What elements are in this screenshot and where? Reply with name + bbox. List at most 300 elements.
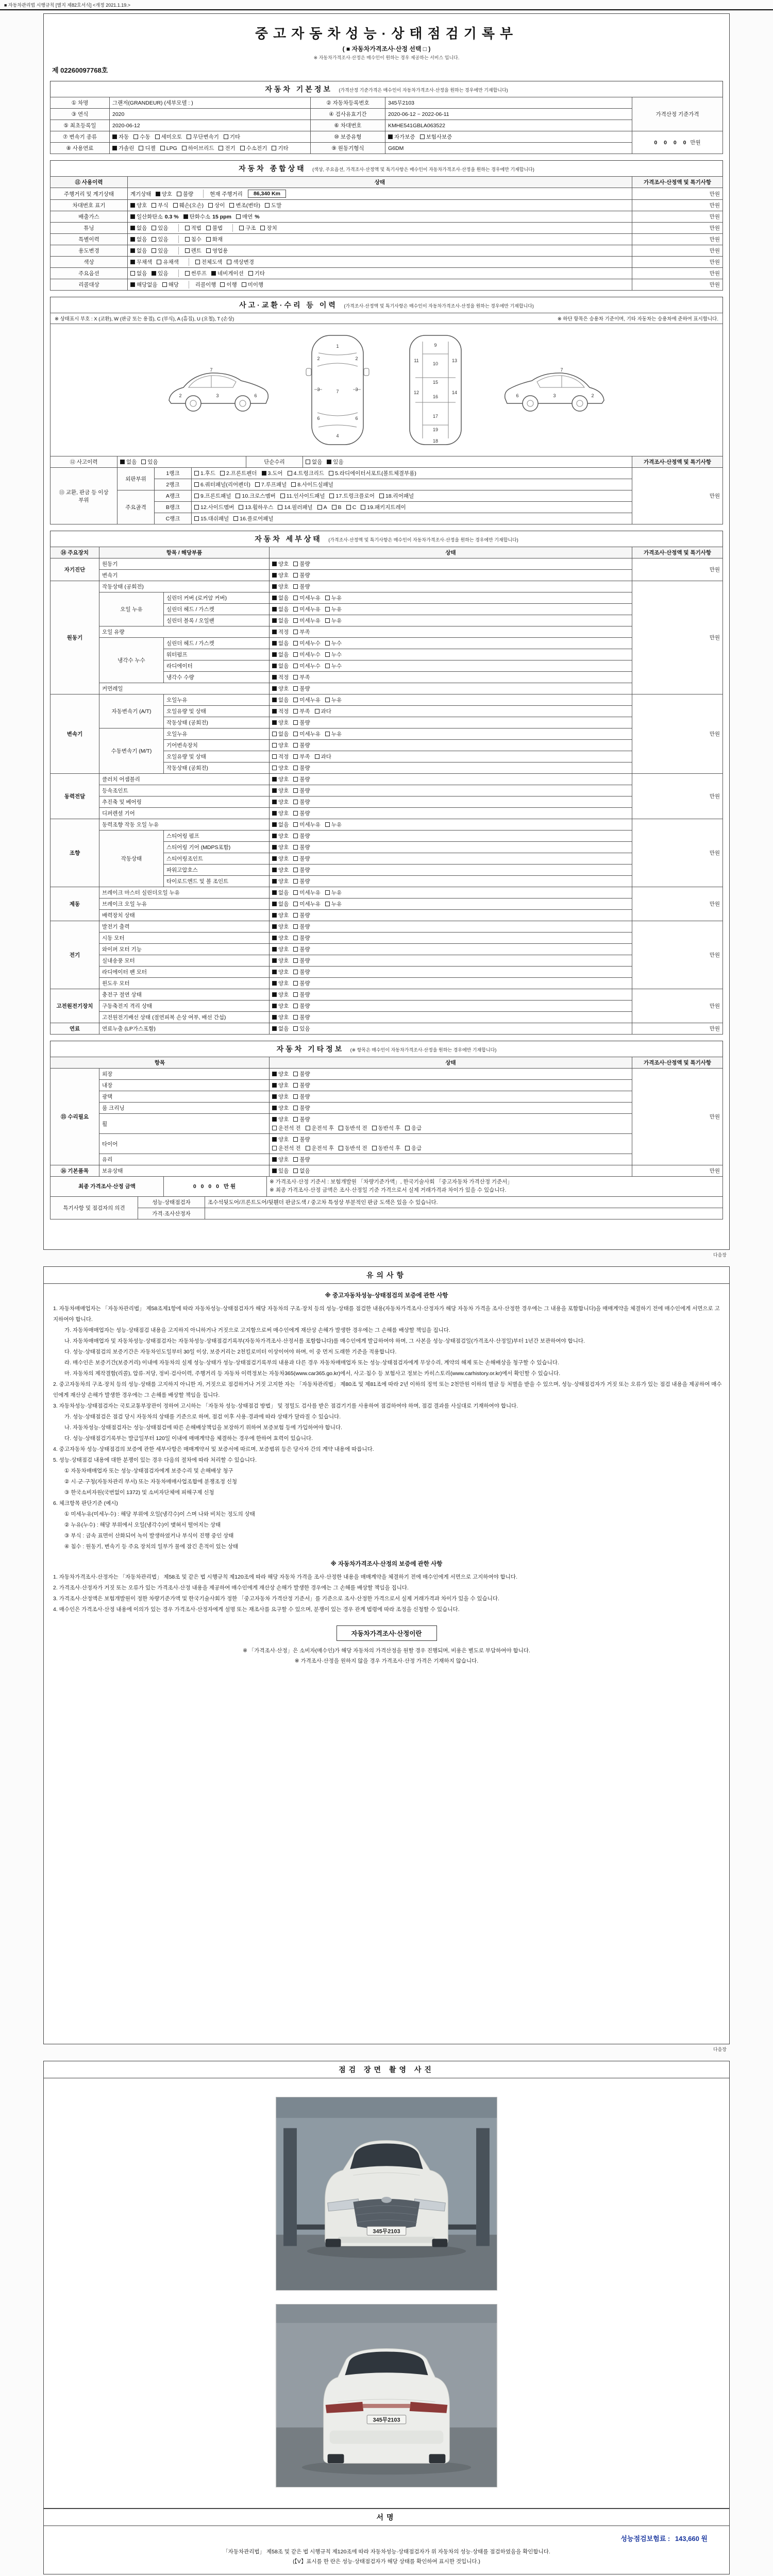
checkbox-checked-icon[interactable]	[272, 822, 277, 827]
checkbox-icon[interactable]	[187, 134, 191, 139]
checkbox-option[interactable]	[272, 1156, 289, 1163]
checkbox-icon[interactable]	[293, 1072, 298, 1076]
checkbox-option[interactable]	[272, 662, 289, 670]
checkbox-checked-icon[interactable]	[272, 947, 277, 952]
checkbox-option[interactable]	[160, 145, 177, 151]
checkbox-icon[interactable]	[293, 1157, 298, 1162]
checkbox-icon[interactable]	[293, 981, 298, 986]
checkbox-option[interactable]	[272, 787, 289, 794]
checkbox-icon[interactable]	[293, 584, 298, 589]
checkbox-option[interactable]	[272, 991, 289, 998]
checkbox-icon[interactable]	[306, 1146, 310, 1150]
checkbox-option[interactable]	[272, 775, 289, 783]
checkbox-option[interactable]	[152, 224, 168, 232]
checkbox-option[interactable]	[325, 594, 342, 602]
checkbox-option[interactable]	[293, 1136, 310, 1143]
checkbox-option[interactable]	[272, 628, 289, 636]
checkbox-option[interactable]	[141, 458, 158, 466]
checkbox-option[interactable]	[272, 651, 289, 658]
checkbox-icon[interactable]	[325, 618, 330, 623]
checkbox-checked-icon[interactable]	[130, 226, 135, 230]
checkbox-checked-icon[interactable]	[112, 146, 117, 150]
checkbox-icon[interactable]	[293, 1004, 298, 1008]
checkbox-checked-icon[interactable]	[272, 652, 277, 657]
checkbox-option[interactable]	[130, 247, 147, 255]
checkbox-icon[interactable]	[293, 913, 298, 918]
checkbox-checked-icon[interactable]	[272, 584, 277, 589]
checkbox-option[interactable]	[315, 707, 331, 715]
checkbox-option[interactable]	[272, 900, 289, 908]
checkbox-option[interactable]	[272, 1167, 289, 1175]
checkbox-icon[interactable]	[293, 902, 298, 906]
checkbox-option[interactable]	[325, 821, 342, 828]
checkbox-checked-icon[interactable]	[327, 460, 331, 464]
checkbox-checked-icon[interactable]	[262, 471, 266, 476]
checkbox-checked-icon[interactable]	[130, 214, 135, 219]
checkbox-option[interactable]	[272, 673, 289, 681]
checkbox-checked-icon[interactable]	[272, 958, 277, 963]
checkbox-option[interactable]	[325, 639, 342, 647]
checkbox-icon[interactable]	[293, 890, 298, 895]
checkbox-option[interactable]	[248, 269, 265, 277]
checkbox-icon[interactable]	[346, 505, 351, 510]
checkbox-option[interactable]	[227, 258, 254, 266]
checkbox-checked-icon[interactable]	[272, 992, 277, 997]
checkbox-checked-icon[interactable]	[272, 834, 277, 838]
checkbox-checked-icon[interactable]	[272, 675, 277, 680]
checkbox-option[interactable]	[288, 469, 324, 477]
checkbox-icon[interactable]	[293, 743, 298, 748]
checkbox-checked-icon[interactable]	[272, 1168, 277, 1173]
checkbox-option[interactable]	[278, 503, 312, 511]
checkbox-option[interactable]	[272, 685, 289, 692]
checkbox-option[interactable]	[112, 144, 134, 152]
checkbox-option[interactable]	[293, 809, 310, 817]
checkbox-option[interactable]	[272, 1025, 289, 1032]
checkbox-option[interactable]	[272, 843, 289, 851]
checkbox-option[interactable]	[280, 492, 325, 500]
checkbox-checked-icon[interactable]	[272, 879, 277, 884]
checkbox-option[interactable]	[130, 213, 179, 221]
checkbox-option[interactable]	[133, 133, 150, 141]
checkbox-option[interactable]	[293, 821, 321, 828]
checkbox-icon[interactable]	[293, 630, 298, 634]
checkbox-icon[interactable]	[139, 146, 143, 150]
checkbox-option[interactable]	[293, 866, 310, 874]
checkbox-icon[interactable]	[293, 686, 298, 691]
checkbox-option[interactable]	[112, 133, 129, 141]
checkbox-icon[interactable]	[293, 1015, 298, 1020]
checkbox-icon[interactable]	[194, 505, 199, 510]
checkbox-option[interactable]	[306, 1124, 334, 1132]
checkbox-icon[interactable]	[185, 248, 190, 253]
checkbox-option[interactable]	[152, 201, 168, 209]
checkbox-option[interactable]	[272, 719, 289, 726]
checkbox-checked-icon[interactable]	[272, 1157, 277, 1162]
checkbox-icon[interactable]	[293, 641, 298, 646]
checkbox-option[interactable]	[272, 1081, 289, 1089]
checkbox-option[interactable]	[130, 281, 158, 289]
checkbox-checked-icon[interactable]	[211, 271, 216, 276]
checkbox-option[interactable]	[272, 889, 289, 896]
checkbox-checked-icon[interactable]	[272, 1117, 277, 1122]
checkbox-option[interactable]	[388, 133, 415, 141]
checkbox-option[interactable]	[177, 190, 193, 198]
checkbox-option[interactable]	[272, 1136, 289, 1143]
checkbox-icon[interactable]	[185, 226, 190, 230]
checkbox-icon[interactable]	[157, 260, 161, 264]
checkbox-option[interactable]	[182, 144, 214, 152]
checkbox-icon[interactable]	[293, 936, 298, 940]
checkbox-option[interactable]	[272, 798, 289, 806]
checkbox-option[interactable]	[293, 696, 321, 704]
checkbox-option[interactable]	[325, 651, 342, 658]
checkbox-icon[interactable]	[339, 1126, 343, 1130]
checkbox-option[interactable]	[130, 235, 147, 243]
checkbox-checked-icon[interactable]	[272, 698, 277, 702]
checkbox-icon[interactable]	[133, 134, 138, 139]
checkbox-icon[interactable]	[152, 203, 156, 208]
checkbox-option[interactable]	[262, 469, 283, 477]
checkbox-checked-icon[interactable]	[130, 203, 135, 208]
next-page-marker[interactable]: 다음장	[713, 1252, 727, 1258]
checkbox-option[interactable]	[293, 787, 310, 794]
checkbox-icon[interactable]	[155, 134, 160, 139]
checkbox-icon[interactable]	[141, 460, 146, 464]
checkbox-icon[interactable]	[293, 800, 298, 804]
checkbox-icon[interactable]	[239, 505, 243, 510]
checkbox-option[interactable]	[325, 889, 342, 896]
checkbox-checked-icon[interactable]	[272, 800, 277, 804]
checkbox-icon[interactable]	[325, 698, 330, 702]
checkbox-checked-icon[interactable]	[272, 630, 277, 634]
checkbox-option[interactable]	[272, 1013, 289, 1021]
checkbox-checked-icon[interactable]	[272, 720, 277, 725]
checkbox-icon[interactable]	[372, 1146, 377, 1150]
checkbox-option[interactable]	[272, 583, 289, 590]
checkbox-option[interactable]	[293, 719, 310, 726]
checkbox-option[interactable]	[293, 1115, 310, 1123]
checkbox-icon[interactable]	[293, 664, 298, 668]
checkbox-option[interactable]	[157, 258, 178, 266]
checkbox-option[interactable]	[272, 560, 289, 568]
checkbox-icon[interactable]	[293, 1106, 298, 1110]
checkbox-icon[interactable]	[239, 226, 244, 230]
checkbox-checked-icon[interactable]	[388, 134, 393, 139]
checkbox-icon[interactable]	[293, 868, 298, 872]
checkbox-option[interactable]	[194, 481, 250, 488]
checkbox-icon[interactable]	[265, 203, 270, 208]
checkbox-icon[interactable]	[317, 505, 322, 510]
next-page-marker[interactable]: 다음장	[713, 2047, 727, 2052]
checkbox-icon[interactable]	[219, 146, 223, 150]
checkbox-icon[interactable]	[162, 282, 167, 287]
checkbox-icon[interactable]	[130, 271, 135, 276]
checkbox-option[interactable]	[293, 1081, 310, 1089]
checkbox-checked-icon[interactable]	[272, 924, 277, 929]
checkbox-icon[interactable]	[224, 134, 228, 139]
checkbox-option[interactable]	[272, 809, 289, 817]
checkbox-icon[interactable]	[260, 226, 265, 230]
checkbox-option[interactable]	[293, 1002, 310, 1010]
checkbox-option[interactable]	[239, 224, 256, 232]
checkbox-option[interactable]	[293, 1156, 310, 1163]
checkbox-option[interactable]	[420, 133, 452, 141]
checkbox-icon[interactable]	[293, 856, 298, 861]
checkbox-option[interactable]	[139, 144, 155, 152]
checkbox-checked-icon[interactable]	[272, 596, 277, 600]
checkbox-checked-icon[interactable]	[130, 248, 135, 253]
checkbox-checked-icon[interactable]	[272, 573, 277, 578]
checkbox-option[interactable]	[240, 144, 267, 152]
checkbox-option[interactable]	[272, 741, 289, 749]
checkbox-option[interactable]	[293, 639, 321, 647]
checkbox-icon[interactable]	[293, 709, 298, 714]
checkbox-checked-icon[interactable]	[272, 709, 277, 714]
checkbox-option[interactable]	[339, 1144, 367, 1152]
checkbox-icon[interactable]	[278, 505, 282, 510]
checkbox-icon[interactable]	[185, 237, 190, 242]
checkbox-icon[interactable]	[255, 482, 260, 487]
checkbox-option[interactable]	[242, 281, 263, 289]
checkbox-icon[interactable]	[293, 720, 298, 725]
checkbox-option[interactable]	[272, 1093, 289, 1100]
checkbox-icon[interactable]	[325, 822, 330, 827]
checkbox-icon[interactable]	[195, 260, 200, 264]
checkbox-option[interactable]	[325, 730, 342, 738]
checkbox-checked-icon[interactable]	[272, 1072, 277, 1076]
checkbox-icon[interactable]	[293, 958, 298, 963]
checkbox-checked-icon[interactable]	[272, 902, 277, 906]
checkbox-option[interactable]	[156, 190, 172, 198]
checkbox-checked-icon[interactable]	[272, 970, 277, 974]
checkbox-option[interactable]	[293, 798, 310, 806]
checkbox-checked-icon[interactable]	[272, 811, 277, 816]
checkbox-option[interactable]	[293, 832, 310, 840]
checkbox-icon[interactable]	[293, 1094, 298, 1099]
checkbox-option[interactable]	[206, 224, 223, 232]
checkbox-icon[interactable]	[248, 271, 253, 276]
checkbox-option[interactable]	[272, 1124, 301, 1132]
checkbox-option[interactable]	[272, 639, 289, 647]
checkbox-icon[interactable]	[220, 282, 225, 287]
checkbox-option[interactable]	[293, 583, 310, 590]
checkbox-icon[interactable]	[229, 203, 234, 208]
checkbox-option[interactable]	[229, 201, 260, 209]
checkbox-icon[interactable]	[272, 732, 277, 736]
checkbox-icon[interactable]	[185, 271, 190, 276]
checkbox-option[interactable]	[272, 617, 289, 624]
checkbox-icon[interactable]	[194, 494, 199, 498]
checkbox-icon[interactable]	[306, 460, 310, 464]
checkbox-icon[interactable]	[293, 947, 298, 952]
checkbox-option[interactable]	[346, 504, 357, 511]
checkbox-icon[interactable]	[325, 641, 330, 646]
checkbox-option[interactable]	[293, 911, 310, 919]
checkbox-option[interactable]	[372, 1124, 401, 1132]
checkbox-option[interactable]	[239, 503, 273, 511]
checkbox-option[interactable]	[194, 503, 234, 511]
checkbox-option[interactable]	[293, 877, 310, 885]
checkbox-option[interactable]	[272, 571, 289, 579]
checkbox-option[interactable]	[272, 764, 289, 772]
checkbox-option[interactable]	[224, 133, 240, 141]
checkbox-icon[interactable]	[293, 811, 298, 816]
checkbox-icon[interactable]	[293, 652, 298, 657]
checkbox-option[interactable]	[265, 201, 281, 209]
checkbox-option[interactable]	[152, 269, 168, 277]
checkbox-option[interactable]	[272, 979, 289, 987]
checkbox-option[interactable]	[372, 1144, 401, 1152]
checkbox-option[interactable]	[272, 1002, 289, 1010]
checkbox-option[interactable]	[272, 144, 288, 152]
checkbox-icon[interactable]	[293, 879, 298, 884]
checkbox-icon[interactable]	[227, 260, 231, 264]
checkbox-icon[interactable]	[306, 1126, 310, 1130]
checkbox-option[interactable]	[255, 481, 287, 488]
checkbox-icon[interactable]	[272, 146, 276, 150]
checkbox-checked-icon[interactable]	[272, 1137, 277, 1142]
checkbox-option[interactable]	[332, 504, 342, 511]
checkbox-icon[interactable]	[325, 652, 330, 657]
checkbox-option[interactable]	[306, 458, 322, 466]
checkbox-checked-icon[interactable]	[272, 1094, 277, 1099]
checkbox-option[interactable]	[293, 628, 310, 636]
checkbox-checked-icon[interactable]	[272, 868, 277, 872]
checkbox-option[interactable]	[152, 235, 168, 243]
checkbox-option[interactable]	[206, 235, 223, 243]
checkbox-option[interactable]	[272, 594, 289, 602]
checkbox-icon[interactable]	[315, 709, 320, 714]
checkbox-icon[interactable]	[291, 482, 296, 487]
checkbox-icon[interactable]	[206, 237, 211, 242]
checkbox-icon[interactable]	[182, 146, 187, 150]
checkbox-icon[interactable]	[329, 494, 334, 498]
checkbox-option[interactable]	[293, 991, 310, 998]
checkbox-checked-icon[interactable]	[272, 1026, 277, 1031]
checkbox-option[interactable]	[185, 247, 201, 255]
checkbox-icon[interactable]	[325, 732, 330, 736]
checkbox-checked-icon[interactable]	[272, 890, 277, 895]
checkbox-icon[interactable]	[379, 494, 384, 498]
checkbox-checked-icon[interactable]	[272, 856, 277, 861]
checkbox-icon[interactable]	[293, 562, 298, 566]
price-survey-select[interactable]: ( ■ 자동차가격조사·산정 선택 □ )	[342, 45, 431, 53]
checkbox-icon[interactable]	[329, 471, 333, 476]
checkbox-option[interactable]	[293, 979, 310, 987]
checkbox-icon[interactable]	[293, 924, 298, 929]
checkbox-icon[interactable]	[194, 516, 199, 521]
checkbox-option[interactable]	[293, 662, 321, 670]
checkbox-icon[interactable]	[405, 1146, 410, 1150]
checkbox-checked-icon[interactable]	[120, 460, 125, 464]
checkbox-icon[interactable]	[420, 134, 425, 139]
checkbox-icon[interactable]	[272, 754, 277, 759]
checkbox-option[interactable]	[293, 1093, 310, 1100]
checkbox-icon[interactable]	[293, 777, 298, 782]
checkbox-checked-icon[interactable]	[272, 936, 277, 940]
checkbox-checked-icon[interactable]	[183, 214, 188, 219]
checkbox-checked-icon[interactable]	[272, 664, 277, 668]
checkbox-checked-icon[interactable]	[272, 1015, 277, 1020]
checkbox-option[interactable]	[293, 957, 310, 964]
checkbox-icon[interactable]	[272, 743, 277, 748]
checkbox-icon[interactable]	[152, 248, 156, 253]
checkbox-icon[interactable]	[339, 1146, 343, 1150]
checkbox-icon[interactable]	[325, 596, 330, 600]
checkbox-checked-icon[interactable]	[130, 282, 135, 287]
checkbox-option[interactable]	[272, 821, 289, 828]
checkbox-option[interactable]	[291, 481, 333, 488]
checkbox-checked-icon[interactable]	[130, 237, 135, 242]
checkbox-option[interactable]	[185, 235, 201, 243]
checkbox-icon[interactable]	[293, 573, 298, 578]
checkbox-option[interactable]	[329, 469, 416, 477]
checkbox-option[interactable]	[325, 617, 342, 624]
checkbox-option[interactable]	[293, 889, 321, 896]
checkbox-option[interactable]	[293, 707, 310, 715]
checkbox-icon[interactable]	[293, 618, 298, 623]
checkbox-option[interactable]	[293, 753, 310, 760]
checkbox-option[interactable]	[211, 269, 244, 277]
checkbox-option[interactable]	[315, 753, 331, 760]
checkbox-option[interactable]	[293, 1013, 310, 1021]
checkbox-icon[interactable]	[208, 203, 213, 208]
checkbox-option[interactable]	[185, 224, 201, 232]
checkbox-option[interactable]	[272, 911, 289, 919]
checkbox-option[interactable]	[293, 1167, 310, 1175]
checkbox-icon[interactable]	[177, 192, 181, 196]
checkbox-option[interactable]	[194, 492, 231, 500]
checkbox-option[interactable]	[272, 877, 289, 885]
checkbox-icon[interactable]	[152, 237, 156, 242]
checkbox-checked-icon[interactable]	[272, 1083, 277, 1088]
checkbox-option[interactable]	[272, 832, 289, 840]
checkbox-option[interactable]	[317, 504, 327, 511]
checkbox-option[interactable]	[272, 855, 289, 862]
checkbox-option[interactable]	[208, 201, 225, 209]
checkbox-icon[interactable]	[361, 505, 365, 510]
checkbox-checked-icon[interactable]	[272, 1106, 277, 1110]
checkbox-option[interactable]	[293, 843, 310, 851]
checkbox-option[interactable]	[236, 213, 260, 221]
checkbox-option[interactable]	[272, 968, 289, 976]
checkbox-option[interactable]	[187, 133, 219, 141]
checkbox-checked-icon[interactable]	[272, 641, 277, 646]
checkbox-checked-icon[interactable]	[272, 607, 277, 612]
checkbox-option[interactable]	[325, 605, 342, 613]
checkbox-option[interactable]	[329, 492, 374, 500]
checkbox-icon[interactable]	[293, 992, 298, 997]
checkbox-option[interactable]	[327, 458, 343, 466]
checkbox-option[interactable]	[272, 957, 289, 964]
checkbox-icon[interactable]	[293, 596, 298, 600]
checkbox-icon[interactable]	[293, 1168, 298, 1173]
checkbox-option[interactable]	[219, 144, 235, 152]
checkbox-option[interactable]	[293, 605, 321, 613]
checkbox-option[interactable]	[272, 923, 289, 930]
checkbox-option[interactable]	[155, 133, 182, 141]
checkbox-option[interactable]	[293, 1070, 310, 1078]
checkbox-icon[interactable]	[325, 890, 330, 895]
checkbox-option[interactable]	[220, 281, 237, 289]
checkbox-option[interactable]	[272, 1115, 289, 1123]
checkbox-icon[interactable]	[280, 494, 285, 498]
checkbox-icon[interactable]	[233, 516, 238, 521]
checkbox-icon[interactable]	[240, 146, 245, 150]
checkbox-option[interactable]	[272, 945, 289, 953]
checkbox-option[interactable]	[120, 458, 137, 466]
